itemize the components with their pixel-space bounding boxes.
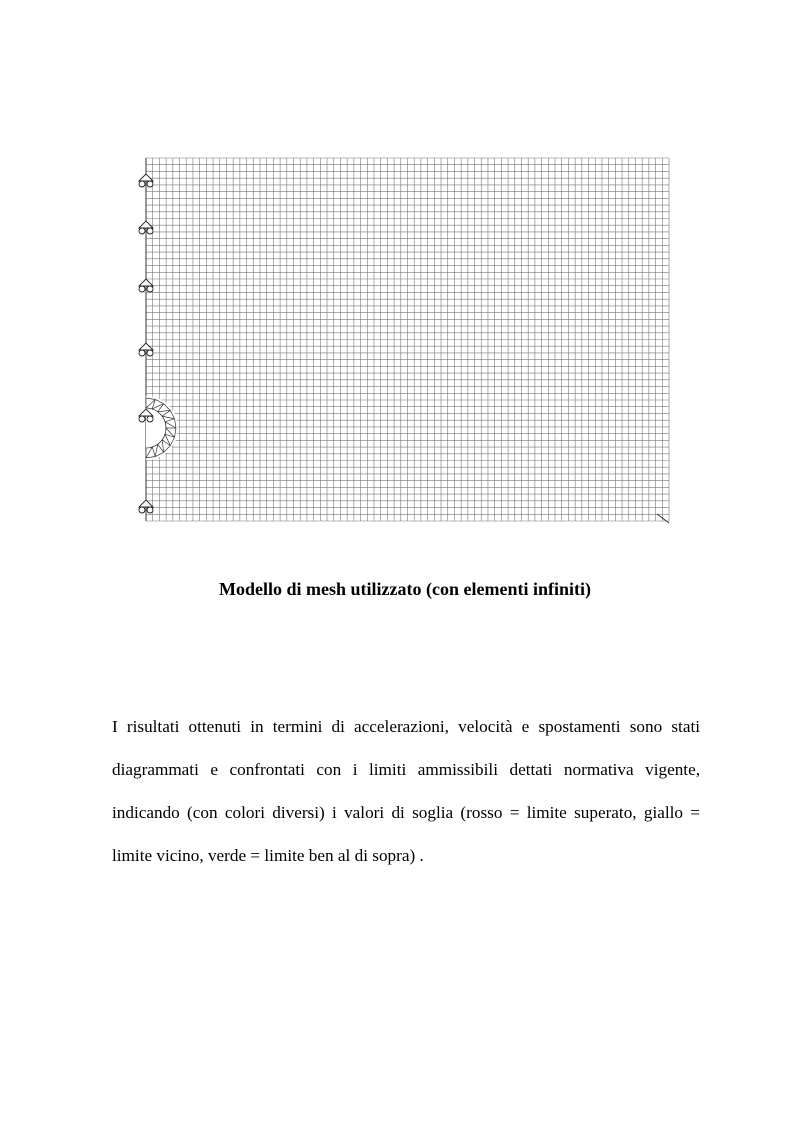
mesh-figure — [0, 0, 793, 560]
figure-caption: Modello di mesh utilizzato (con elementi infiniti) — [219, 579, 591, 599]
mesh-grid — [146, 158, 669, 521]
infinite-element-corner — [657, 514, 669, 523]
body-paragraph: I risultati ottenuti in termini di accelerazioni, velocità e spostamenti sono stati diagrammati e confrontati con i limiti ammissibili dettati normativa vigente, indicando (con colori diversi) i valori di soglia (rosso = limite superato, giallo = limite vicino, verde = limite ben al di sopra) . — [112, 717, 700, 865]
circular-hole-icon — [146, 396, 178, 460]
